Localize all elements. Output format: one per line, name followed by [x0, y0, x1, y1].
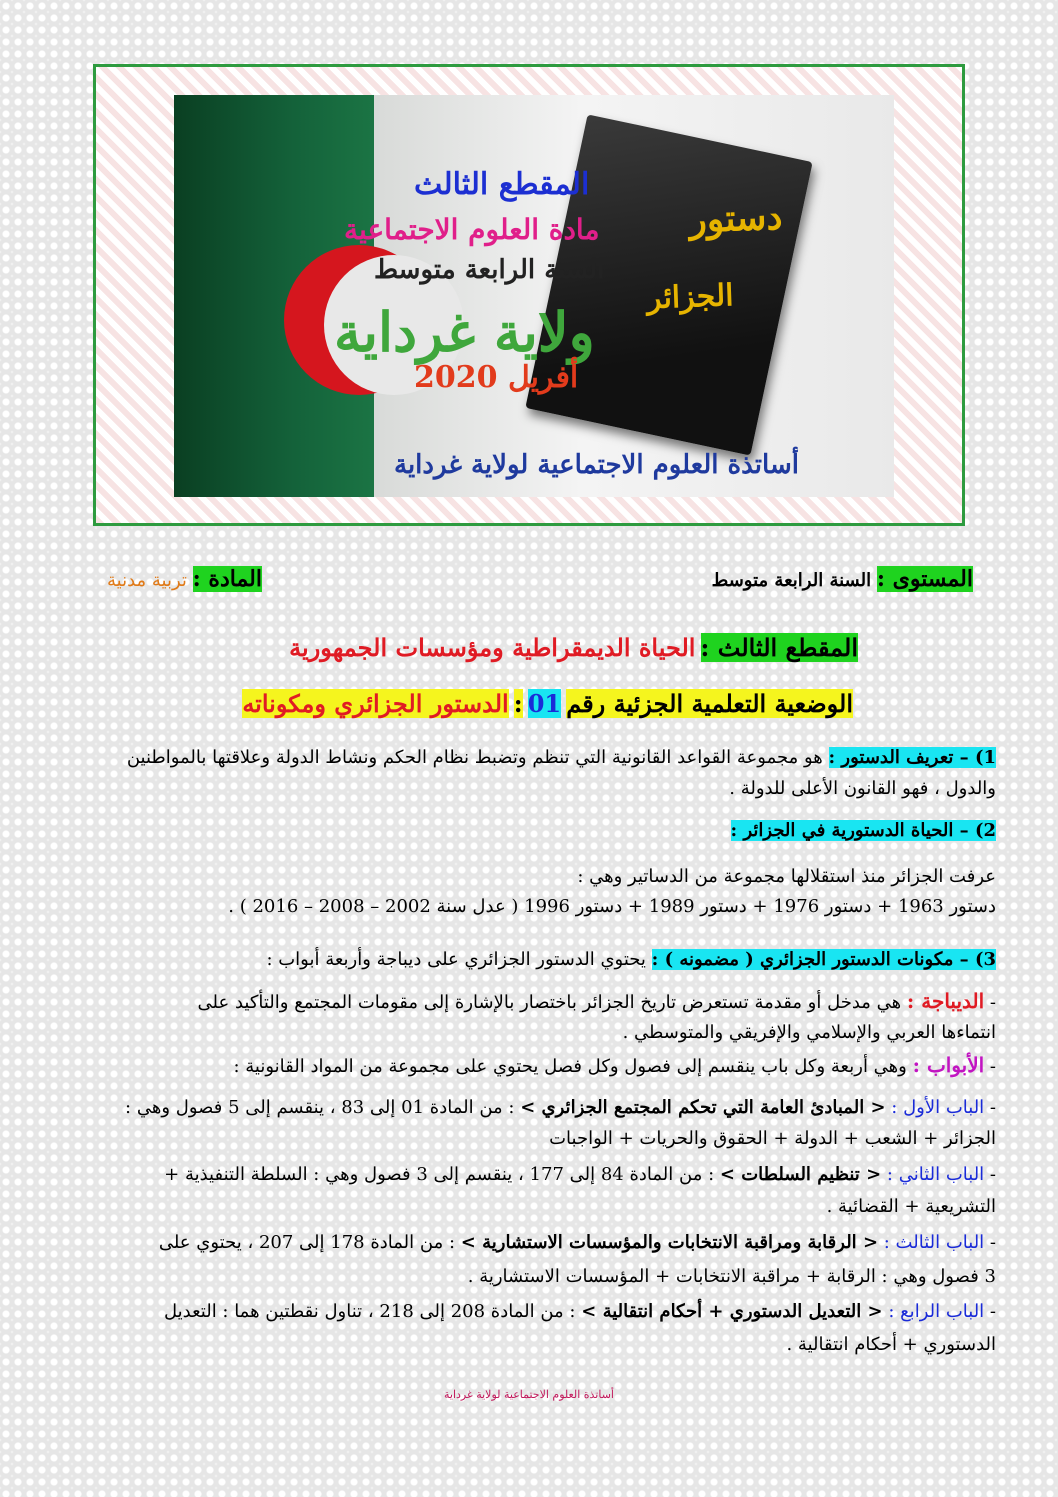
banner-line-5: أفريل 2020: [414, 360, 579, 395]
banner-line-3: السنة الرابعة متوسط: [374, 255, 605, 285]
level-value: السنة الرابعة متوسط: [711, 570, 872, 591]
preamble-text-2: انتماءها العربي والإسلامي والإفريقي والمتوسطي .: [622, 1022, 996, 1043]
chapter-2-text: : من المادة 84 إلى 177 ، ينقسم إلى 3 فصول وهي : السلطة التنفيذية +: [164, 1164, 715, 1185]
situation-number: 01: [527, 689, 562, 718]
banner-line-6: أساتذة العلوم الاجتماعية لولاية غرداية: [394, 450, 799, 480]
chapter-2-title: < تنظيم السلطات >: [719, 1164, 882, 1185]
banner-line-2: مادة العلوم الاجتماعية: [344, 213, 600, 246]
chapter-4-label: الباب الرابع :: [888, 1301, 985, 1322]
footer: أساتذة العلوم الاجتماعية لولاية غرداية: [443, 1388, 614, 1401]
cover-banner: [93, 64, 965, 526]
chapter-4-text-2: الدستوري + أحكام انتقالية .: [786, 1334, 996, 1355]
banner-line-4: ولاية غرداية: [334, 300, 595, 364]
section-2-text-2: دستور 1963 + دستور 1976 + دستور 1989 + دستور 1996 ( عدل سنة 2002 – 2008 – 2016 ) .: [228, 896, 996, 917]
chapter-1-text-2: الجزائر + الشعب + الدولة + الحقوق والحريات + الواجبات: [549, 1128, 996, 1149]
segment-title: الحياة الديمقراطية ومؤسسات الجمهورية: [289, 633, 696, 662]
segment-label: المقطع الثالث :: [700, 633, 858, 662]
book-title-1: دستور: [688, 195, 784, 242]
section-1-number: 1): [974, 747, 996, 768]
section-1-heading: [829, 747, 997, 768]
chapter-4-text: : من المادة 208 إلى 218 ، تناول نقطتين هما : التعديل: [164, 1301, 576, 1322]
section-3-heading: [652, 949, 996, 970]
section-2-number: 2): [974, 820, 996, 841]
chapter-2-text-2: التشريعية + القضائية .: [826, 1196, 996, 1217]
segment-heading: [289, 633, 858, 662]
preamble-text-1: هي مدخل أو مقدمة تستعرض تاريخ الجزائر باختصار بالإشارة إلى مقومات المجتمع والتأكيد على: [197, 992, 902, 1013]
chapter-2-label: الباب الثاني :: [886, 1164, 985, 1185]
level-label: المستوى :: [876, 566, 973, 592]
chapters-text: وهي أربعة وكل باب ينقسم إلى فصول وكل فصل يحتوي على مجموعة من المواد القانونية :: [233, 1056, 907, 1077]
level-line: [712, 566, 973, 592]
chapter-3-label: الباب الثالث :: [883, 1232, 985, 1253]
preamble-label: الديباجة :: [906, 989, 985, 1013]
banner-line-1: المقطع الثالث: [414, 167, 590, 202]
cover-image: [174, 95, 894, 497]
chapter-4-line-1: - الباب الرابع : < التعديل الدستوري + أحكام انتقالية > : من المادة 208 إلى 218 ، تناول نقطتين هما : التعديل: [164, 1301, 996, 1322]
section-2-line: [62, 816, 996, 846]
section-1-text-1: هو مجموعة القواعد القانونية التي تنظم وتضبط نظام الحكم ونشاط الدولة وعلاقتها بالمواطنين: [126, 747, 823, 768]
chapter-2-line-1: - الباب الثاني : < تنظيم السلطات > : من المادة 84 إلى 177 ، ينقسم إلى 3 فصول وهي : السلطة التنفيذية +: [164, 1164, 996, 1185]
section-1-title: – تعريف الدستور :: [828, 747, 969, 768]
chapters-label: الأبواب :: [912, 1053, 985, 1077]
chapter-4-title: < التعديل الدستوري + أحكام انتقالية >: [581, 1301, 883, 1322]
subject-value: تربية مدنية: [106, 570, 187, 591]
section-3-line: [62, 945, 996, 975]
situation-sep: :: [513, 689, 523, 718]
chapter-1-text: : من المادة 01 إلى 83 ، ينقسم إلى 5 فصول وهي :: [125, 1097, 515, 1118]
section-2-heading: [731, 820, 996, 841]
section-3-title: – مكونات الدستور الجزائري ( مضمونه ) :: [651, 949, 969, 970]
section-2-text-1: عرفت الجزائر منذ استقلالها مجموعة من الدساتير وهي :: [577, 866, 996, 887]
chapter-3-line-1: - الباب الثالث : < الرقابة ومراقبة الانتخابات والمؤسسات الاستشارية > : من المادة 178 إلى 207 ، يحتوي على: [158, 1232, 996, 1253]
section-1-text-2: والدول ، فهو القانون الأعلى للدولة .: [729, 778, 996, 799]
subject-line: [107, 566, 262, 592]
situation-label: الوضعية التعلمية الجزئية رقم: [566, 689, 853, 718]
chapters-line: - الأبواب : وهي أربعة وكل باب ينقسم إلى فصول وكل فصل يحتوي على مجموعة من المواد القانونية :: [233, 1053, 996, 1077]
situation-heading: [242, 689, 853, 718]
chapter-3-text: : من المادة 178 إلى 207 ، يحتوي على: [158, 1232, 456, 1253]
subject-label: المادة :: [192, 566, 262, 592]
chapter-3-text-2: 3 فصول وهي : الرقابة + مراقبة الانتخابات + المؤسسات الاستشارية .: [467, 1266, 996, 1287]
situation-title: الدستور الجزائري ومكوناته: [242, 689, 509, 718]
section-3-text: يحتوي الدستور الجزائري على ديباجة وأربعة أبواب :: [266, 949, 646, 970]
section-2-title: – الحياة الدستورية في الجزائر :: [730, 820, 969, 841]
chapter-3-title: < الرقابة ومراقبة الانتخابات والمؤسسات الاستشارية >: [460, 1232, 879, 1253]
preamble-line-1: - الديباجة : هي مدخل أو مقدمة تستعرض تاريخ الجزائر باختصار بالإشارة إلى مقومات المجتمع والتأكيد على: [197, 989, 996, 1013]
chapter-1-label: الباب الأول :: [891, 1097, 985, 1118]
book-title-2: الجزائر: [646, 278, 735, 317]
chapter-1-line-1: - الباب الأول : < المبادئ العامة التي تحكم المجتمع الجزائري > : من المادة 01 إلى 83 ، ينقسم إلى 5 فصول وهي :: [125, 1097, 996, 1118]
section-1-line-1: [62, 743, 996, 773]
section-3-number: 3): [974, 949, 996, 970]
chapter-1-title: < المبادئ العامة التي تحكم المجتمع الجزائري >: [520, 1097, 886, 1118]
